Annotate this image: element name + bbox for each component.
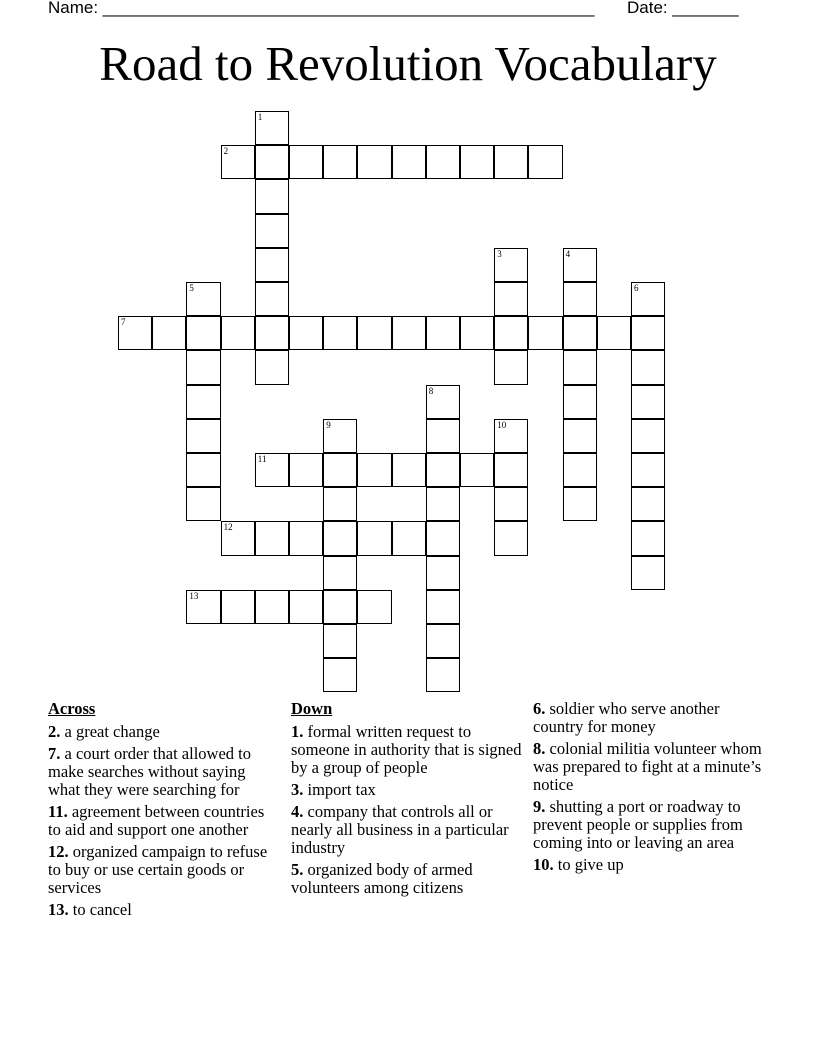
grid-cell[interactable] bbox=[357, 521, 391, 555]
grid-cell[interactable] bbox=[186, 487, 220, 521]
across-heading: Across bbox=[48, 699, 96, 718]
grid-cell[interactable] bbox=[597, 316, 631, 350]
grid-cell[interactable] bbox=[221, 590, 255, 624]
grid-cell[interactable] bbox=[494, 145, 528, 179]
grid-cell[interactable] bbox=[221, 316, 255, 350]
clue-item bbox=[48, 723, 280, 741]
grid-cell[interactable] bbox=[323, 316, 357, 350]
cell-number: 10 bbox=[497, 419, 507, 430]
clue-text: colonial militia volunteer whom was prepared to fight at a minute’s notice bbox=[533, 739, 762, 794]
grid-cell[interactable] bbox=[426, 419, 460, 453]
across-clues bbox=[48, 700, 280, 923]
grid-cell[interactable] bbox=[631, 282, 665, 316]
grid-cell[interactable] bbox=[323, 453, 357, 487]
grid-cell[interactable] bbox=[255, 350, 289, 384]
clue-text: a court order that allowed to make searches without saying what they were searching for bbox=[48, 744, 251, 799]
cell-number: 3 bbox=[497, 248, 502, 259]
grid-cell[interactable] bbox=[186, 350, 220, 384]
grid-cell[interactable] bbox=[186, 316, 220, 350]
cell-number: 5 bbox=[189, 283, 194, 293]
grid-cell[interactable] bbox=[289, 145, 323, 179]
clue-number: 6. bbox=[533, 699, 546, 718]
grid-cell[interactable] bbox=[563, 453, 597, 487]
grid-cell[interactable] bbox=[631, 350, 665, 384]
grid-cell[interactable] bbox=[426, 658, 460, 692]
grid-cell[interactable] bbox=[631, 521, 665, 555]
grid-cell[interactable] bbox=[494, 248, 528, 282]
grid-cell[interactable] bbox=[494, 282, 528, 316]
grid-cell[interactable] bbox=[323, 145, 357, 179]
grid-cell[interactable] bbox=[528, 316, 562, 350]
cell-number: 7 bbox=[121, 317, 126, 328]
grid-cell[interactable] bbox=[357, 145, 391, 179]
grid-cell[interactable] bbox=[289, 521, 323, 555]
grid-cell[interactable] bbox=[460, 453, 494, 487]
clue-text: import tax bbox=[307, 780, 376, 799]
grid-cell[interactable] bbox=[186, 385, 220, 419]
grid-cell[interactable] bbox=[357, 316, 391, 350]
clue-number: 13. bbox=[48, 900, 69, 919]
grid-cell[interactable] bbox=[426, 316, 460, 350]
grid-cell[interactable] bbox=[392, 145, 426, 179]
down-heading: Down bbox=[291, 699, 333, 718]
down-clues bbox=[291, 700, 523, 901]
clue-item bbox=[533, 700, 773, 736]
clue-text: company that controls all or nearly all business in a particular industry bbox=[291, 802, 509, 857]
down-clues-continued bbox=[533, 700, 773, 878]
grid-cell[interactable] bbox=[563, 487, 597, 521]
grid-cell[interactable] bbox=[494, 521, 528, 555]
grid-cell[interactable] bbox=[392, 453, 426, 487]
clue-number: 9. bbox=[533, 797, 546, 816]
grid-cell[interactable] bbox=[631, 385, 665, 419]
clue-item bbox=[291, 861, 523, 897]
clue-number: 11. bbox=[48, 802, 68, 821]
clue-text: to cancel bbox=[72, 900, 132, 919]
grid-cell[interactable] bbox=[289, 316, 323, 350]
grid-cell[interactable] bbox=[255, 145, 289, 179]
grid-cell[interactable] bbox=[494, 316, 528, 350]
grid-cell[interactable] bbox=[426, 145, 460, 179]
grid-cell[interactable] bbox=[323, 624, 357, 658]
grid-cell[interactable] bbox=[289, 590, 323, 624]
grid-cell[interactable] bbox=[494, 453, 528, 487]
cell-number: 9 bbox=[326, 419, 331, 430]
grid-cell[interactable] bbox=[528, 145, 562, 179]
clue-item bbox=[291, 781, 523, 799]
cell-number: 13 bbox=[189, 590, 199, 601]
grid-cell[interactable] bbox=[426, 487, 460, 521]
grid-cell[interactable] bbox=[563, 282, 597, 316]
clue-item bbox=[533, 798, 773, 852]
clue-text: organized body of armed volunteers among citizens bbox=[291, 860, 473, 897]
grid-cell[interactable] bbox=[186, 282, 220, 316]
grid-cell[interactable] bbox=[323, 419, 357, 453]
grid-cell[interactable] bbox=[289, 453, 323, 487]
grid-cell[interactable] bbox=[221, 521, 255, 555]
date-field[interactable]: Date: _______ bbox=[627, 0, 739, 17]
grid-cell[interactable] bbox=[563, 350, 597, 384]
cell-number: 1 bbox=[257, 112, 263, 122]
grid-cell[interactable] bbox=[255, 179, 289, 213]
grid-cell[interactable] bbox=[563, 316, 597, 350]
clue-item bbox=[48, 901, 280, 919]
grid-cell[interactable] bbox=[323, 521, 357, 555]
grid-cell[interactable] bbox=[186, 453, 220, 487]
grid-cell[interactable] bbox=[631, 419, 665, 453]
grid-cell[interactable] bbox=[323, 658, 357, 692]
clue-item bbox=[533, 856, 773, 874]
grid-cell[interactable] bbox=[494, 419, 528, 453]
clue-item bbox=[48, 803, 280, 839]
grid-cell[interactable] bbox=[494, 350, 528, 384]
clue-number: 7. bbox=[48, 744, 61, 763]
grid-cell[interactable] bbox=[186, 419, 220, 453]
clue-number: 8. bbox=[533, 739, 546, 758]
grid-cell[interactable] bbox=[152, 316, 186, 350]
grid-cell[interactable] bbox=[357, 453, 391, 487]
name-field[interactable]: Name: ____________________________________________________ bbox=[48, 0, 595, 17]
clue-text: soldier who serve another country for money bbox=[533, 699, 720, 736]
clue-number: 3. bbox=[291, 780, 304, 799]
grid-cell[interactable] bbox=[255, 111, 289, 145]
grid-cell[interactable] bbox=[426, 624, 460, 658]
grid-cell[interactable] bbox=[563, 419, 597, 453]
grid-cell[interactable] bbox=[255, 590, 289, 624]
clue-number: 5. bbox=[291, 860, 304, 879]
clue-text: formal written request to someone in authority that is signed by a group of people bbox=[291, 722, 522, 777]
clue-text: a great change bbox=[64, 722, 160, 741]
grid-cell[interactable] bbox=[631, 556, 665, 590]
cell-number: 8 bbox=[428, 385, 434, 396]
grid-cell[interactable] bbox=[392, 316, 426, 350]
cell-number: 6 bbox=[634, 283, 639, 293]
cell-number: 12 bbox=[223, 522, 233, 533]
cell-number: 4 bbox=[565, 248, 571, 259]
clue-item bbox=[291, 723, 523, 777]
grid-cell[interactable] bbox=[255, 248, 289, 282]
grid-cell[interactable] bbox=[255, 214, 289, 248]
grid-cell[interactable] bbox=[323, 590, 357, 624]
grid-cell[interactable] bbox=[323, 487, 357, 521]
grid-cell[interactable] bbox=[357, 590, 391, 624]
clue-text: organized campaign to refuse to buy or use certain goods or services bbox=[48, 842, 268, 897]
grid-cell[interactable] bbox=[221, 145, 255, 179]
grid-cell[interactable] bbox=[186, 590, 220, 624]
clue-text: to give up bbox=[557, 855, 624, 874]
grid-cell[interactable] bbox=[426, 590, 460, 624]
grid-cell[interactable] bbox=[494, 487, 528, 521]
grid-cell[interactable] bbox=[426, 556, 460, 590]
clue-number: 12. bbox=[48, 842, 69, 861]
grid-cell[interactable] bbox=[563, 248, 597, 282]
clue-item bbox=[48, 843, 280, 897]
clue-number: 4. bbox=[291, 802, 304, 821]
clue-text: agreement between countries to aid and support one another bbox=[48, 802, 265, 839]
clue-item bbox=[291, 803, 523, 857]
grid-cell[interactable] bbox=[118, 316, 152, 350]
grid-cell[interactable] bbox=[392, 521, 426, 555]
grid-cell[interactable] bbox=[255, 521, 289, 555]
grid-cell[interactable] bbox=[323, 556, 357, 590]
clue-item bbox=[48, 745, 280, 799]
grid-cell[interactable] bbox=[631, 316, 665, 350]
grid-cell[interactable] bbox=[563, 385, 597, 419]
grid-cell[interactable] bbox=[426, 521, 460, 555]
grid-cell[interactable] bbox=[426, 453, 460, 487]
grid-cell[interactable] bbox=[255, 316, 289, 350]
clue-number: 1. bbox=[291, 722, 304, 741]
clue-item bbox=[533, 740, 773, 794]
cell-number: 2 bbox=[223, 146, 229, 157]
page-title: Road to Revolution Vocabulary bbox=[99, 36, 717, 91]
grid-cell[interactable] bbox=[255, 453, 289, 487]
grid-cell[interactable] bbox=[460, 145, 494, 179]
cell-number: 11 bbox=[257, 454, 267, 464]
clue-number: 2. bbox=[48, 722, 61, 741]
grid-cell[interactable] bbox=[460, 316, 494, 350]
grid-cell[interactable] bbox=[426, 385, 460, 419]
clue-number: 10. bbox=[533, 855, 554, 874]
grid-cell[interactable] bbox=[631, 487, 665, 521]
clue-text: shutting a port or roadway to prevent people or supplies from coming into or leaving an area bbox=[533, 797, 743, 852]
grid-cell[interactable] bbox=[255, 282, 289, 316]
grid-cell[interactable] bbox=[631, 453, 665, 487]
